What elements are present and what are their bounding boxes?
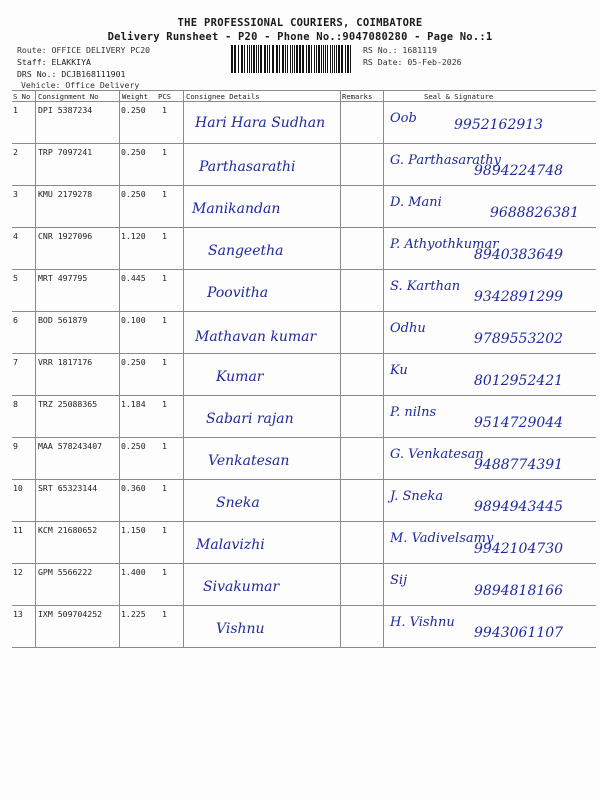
consignee-handwritten-name: Venkatesan xyxy=(208,453,290,469)
barcode-bar xyxy=(292,45,293,73)
pieces-count: 1 xyxy=(162,105,167,115)
barcode-bar xyxy=(325,45,326,73)
document-subtitle: Delivery Runsheet - P20 - Phone No.:9047080280 - Page No.:1 xyxy=(107,31,493,43)
route-label: Route: OFFICE DELIVERY PC20 xyxy=(17,45,151,55)
weight-value: 1.150 xyxy=(121,525,146,535)
barcode-bar xyxy=(256,45,257,73)
serial-number: 7 xyxy=(13,357,18,367)
consignment-number: KCM 21680652 xyxy=(38,525,98,535)
consignment-number: TRZ 25088365 xyxy=(38,399,98,409)
signature-handwritten: G. Parthasarathy xyxy=(390,153,501,168)
table-row xyxy=(12,437,596,479)
table-row xyxy=(12,479,596,521)
consignee-handwritten-name: Poovitha xyxy=(207,285,269,301)
barcode-bar xyxy=(347,45,349,73)
serial-number: 8 xyxy=(13,399,18,409)
col-header-seal-signature: Seal & Signature xyxy=(424,92,494,101)
barcode-bar xyxy=(332,45,333,73)
barcode-bar xyxy=(338,45,340,73)
col-header-sno: S No xyxy=(13,92,31,101)
barcode-bar xyxy=(267,45,268,73)
rs-number: RS No.: 1681119 xyxy=(363,45,437,55)
barcode-bar xyxy=(269,45,270,73)
signature-handwritten: Odhu xyxy=(390,321,426,336)
barcode-bar xyxy=(345,45,346,73)
barcode-bar xyxy=(341,45,343,73)
consignee-handwritten-name: Mathavan kumar xyxy=(195,329,317,345)
weight-value: 0.250 xyxy=(121,147,146,157)
col-header-consignee: Consignee Details xyxy=(186,92,260,101)
signature-handwritten: Sij xyxy=(390,573,408,588)
barcode-bar xyxy=(282,45,284,73)
barcode-bar xyxy=(276,45,278,73)
table-row xyxy=(12,563,596,605)
serial-number: 11 xyxy=(13,525,23,535)
handwritten-phone-number: 9789553202 xyxy=(474,331,564,347)
weight-value: 0.250 xyxy=(121,189,146,199)
barcode-bar xyxy=(238,45,239,73)
weight-value: 0.360 xyxy=(121,483,146,493)
signature-handwritten: P. nilns xyxy=(390,405,437,420)
table-row xyxy=(12,353,596,395)
weight-value: 1.184 xyxy=(121,399,146,409)
document-title: THE PROFESSIONAL COURIERS, COIMBATORE xyxy=(177,17,423,29)
barcode-bar xyxy=(296,45,298,73)
weight-value: 0.100 xyxy=(121,315,146,325)
barcode-bar xyxy=(247,45,248,73)
signature-handwritten: Ku xyxy=(390,363,408,378)
consignee-handwritten-name: Malavizhi xyxy=(196,537,265,553)
signature-handwritten: D. Mani xyxy=(390,195,442,210)
barcode-bar xyxy=(350,45,351,73)
consignee-handwritten-name: Vishnu xyxy=(216,621,265,637)
signature-handwritten: Oob xyxy=(390,111,417,126)
signature-handwritten: H. Vishnu xyxy=(390,615,455,630)
table-row xyxy=(12,521,596,563)
col-header-weight: Weight xyxy=(122,92,148,101)
consignment-number: IXM 509704252 xyxy=(38,609,103,619)
barcode-bar xyxy=(241,45,243,73)
serial-number: 13 xyxy=(13,609,23,619)
consignee-handwritten-name: Manikandan xyxy=(192,201,281,217)
barcode-bar xyxy=(251,45,252,73)
weight-value: 1.225 xyxy=(121,609,146,619)
consignment-number: KMU 2179278 xyxy=(38,189,93,199)
barcode-bar xyxy=(287,45,288,73)
barcode-bar xyxy=(249,45,250,73)
consignee-handwritten-name: Parthasarathi xyxy=(199,159,296,175)
barcode-bar xyxy=(308,45,310,73)
table-row xyxy=(12,143,596,185)
pieces-count: 1 xyxy=(162,315,167,325)
table-row xyxy=(12,269,596,311)
consignment-number: VRR 1817176 xyxy=(38,357,93,367)
weight-value: 0.445 xyxy=(121,273,146,283)
serial-number: 12 xyxy=(13,567,23,577)
pieces-count: 1 xyxy=(162,231,167,241)
pieces-count: 1 xyxy=(162,147,167,157)
table-row xyxy=(12,311,596,353)
pieces-count: 1 xyxy=(162,189,167,199)
barcode-bar xyxy=(299,45,301,73)
serial-number: 6 xyxy=(13,315,18,325)
table-row xyxy=(12,101,596,143)
consignee-handwritten-name: Sangeetha xyxy=(208,243,284,259)
pieces-count: 1 xyxy=(162,609,167,619)
handwritten-phone-number: 9488774391 xyxy=(474,457,564,473)
consignment-number: TRP 7097241 xyxy=(38,147,93,157)
serial-number: 9 xyxy=(13,441,18,451)
barcode-bar xyxy=(290,45,291,73)
barcode-bar xyxy=(318,45,320,73)
barcode-bar xyxy=(294,45,295,73)
runsheet-table xyxy=(12,90,596,653)
consignee-handwritten-name: Kumar xyxy=(216,369,264,385)
consignment-number: BOD 561879 xyxy=(38,315,88,325)
consignment-number: DPI 5387234 xyxy=(38,105,93,115)
consignment-number: MAA 578243407 xyxy=(38,441,103,451)
signature-handwritten: G. Venkatesan xyxy=(390,447,484,462)
weight-value: 1.400 xyxy=(121,567,146,577)
table-row xyxy=(12,395,596,437)
table-row xyxy=(12,185,596,227)
barcode-bar xyxy=(314,45,315,73)
barcode-bar xyxy=(302,45,304,73)
barcode-bar xyxy=(234,45,236,73)
pieces-count: 1 xyxy=(162,483,167,493)
pieces-count: 1 xyxy=(162,357,167,367)
barcode-bar xyxy=(258,45,259,73)
serial-number: 10 xyxy=(13,483,23,493)
signature-handwritten: J. Sneka xyxy=(390,489,444,504)
barcode-bar xyxy=(264,45,266,73)
handwritten-phone-number: 9514729044 xyxy=(474,415,564,431)
barcode-bar xyxy=(316,45,317,73)
serial-number: 2 xyxy=(13,147,18,157)
barcode-bar xyxy=(323,45,324,73)
pieces-count: 1 xyxy=(162,525,167,535)
barcode-bar xyxy=(311,45,312,73)
barcode-bar xyxy=(244,45,245,73)
serial-number: 5 xyxy=(13,273,18,283)
barcode-bar xyxy=(306,45,307,73)
signature-handwritten: M. Vadivelsamy xyxy=(390,531,494,546)
handwritten-phone-number: 9688826381 xyxy=(490,205,580,221)
weight-value: 1.120 xyxy=(121,231,146,241)
weight-value: 0.250 xyxy=(121,105,146,115)
staff-label: Staff: ELAKKIYA xyxy=(17,57,91,67)
serial-number: 4 xyxy=(13,231,18,241)
barcode-bar xyxy=(321,45,322,73)
handwritten-phone-number: 8012952421 xyxy=(474,373,564,389)
pieces-count: 1 xyxy=(162,273,167,283)
barcode-bar xyxy=(253,45,255,73)
barcode-bar xyxy=(330,45,331,73)
consignee-handwritten-name: Sivakumar xyxy=(203,579,280,595)
weight-value: 0.250 xyxy=(121,357,146,367)
table-row xyxy=(12,227,596,269)
drs-number: DRS No.: DCJB168111901 xyxy=(17,69,126,79)
vehicle-label: Vehicle: Office Delivery xyxy=(21,80,140,90)
signature-handwritten: P. Athyothkumar xyxy=(390,237,499,252)
handwritten-phone-number: 8940383649 xyxy=(474,247,564,263)
consignee-handwritten-name: Sabari rajan xyxy=(206,411,294,427)
col-header-pcs: PCS xyxy=(158,92,171,101)
handwritten-phone-number: 9342891299 xyxy=(474,289,564,305)
barcode-bar xyxy=(231,45,233,73)
col-header-remarks: Remarks xyxy=(342,92,373,101)
signature-handwritten: S. Karthan xyxy=(390,279,461,294)
barcode-bar xyxy=(279,45,280,73)
rs-date: RS Date: 05-Feb-2026 xyxy=(363,57,462,67)
barcode-bar xyxy=(272,45,274,73)
col-header-consignment: Consignment No xyxy=(38,92,99,101)
pieces-count: 1 xyxy=(162,441,167,451)
handwritten-phone-number: 9942104730 xyxy=(474,541,564,557)
barcode-bar xyxy=(334,45,335,73)
barcode-bar xyxy=(285,45,286,73)
handwritten-phone-number: 9894943445 xyxy=(474,499,564,515)
barcode xyxy=(231,45,354,73)
barcode-bar xyxy=(260,45,262,73)
consignment-number: GPM 5566222 xyxy=(38,567,93,577)
handwritten-phone-number: 9894224748 xyxy=(474,163,564,179)
serial-number: 3 xyxy=(13,189,18,199)
handwritten-phone-number: 9952162913 xyxy=(454,117,544,133)
consignment-number: CNR 1927096 xyxy=(38,231,93,241)
barcode-bar xyxy=(336,45,337,73)
handwritten-phone-number: 9894818166 xyxy=(474,583,564,599)
table-row xyxy=(12,605,596,647)
consignee-handwritten-name: Sneka xyxy=(216,495,260,511)
pieces-count: 1 xyxy=(162,567,167,577)
consignment-number: SRT 65323144 xyxy=(38,483,98,493)
consignment-number: MRT 497795 xyxy=(38,273,88,283)
consignee-handwritten-name: Hari Hara Sudhan xyxy=(195,115,326,131)
handwritten-phone-number: 9943061107 xyxy=(474,625,564,641)
pieces-count: 1 xyxy=(162,399,167,409)
barcode-bar xyxy=(327,45,328,73)
serial-number: 1 xyxy=(13,105,18,115)
weight-value: 0.250 xyxy=(121,441,146,451)
